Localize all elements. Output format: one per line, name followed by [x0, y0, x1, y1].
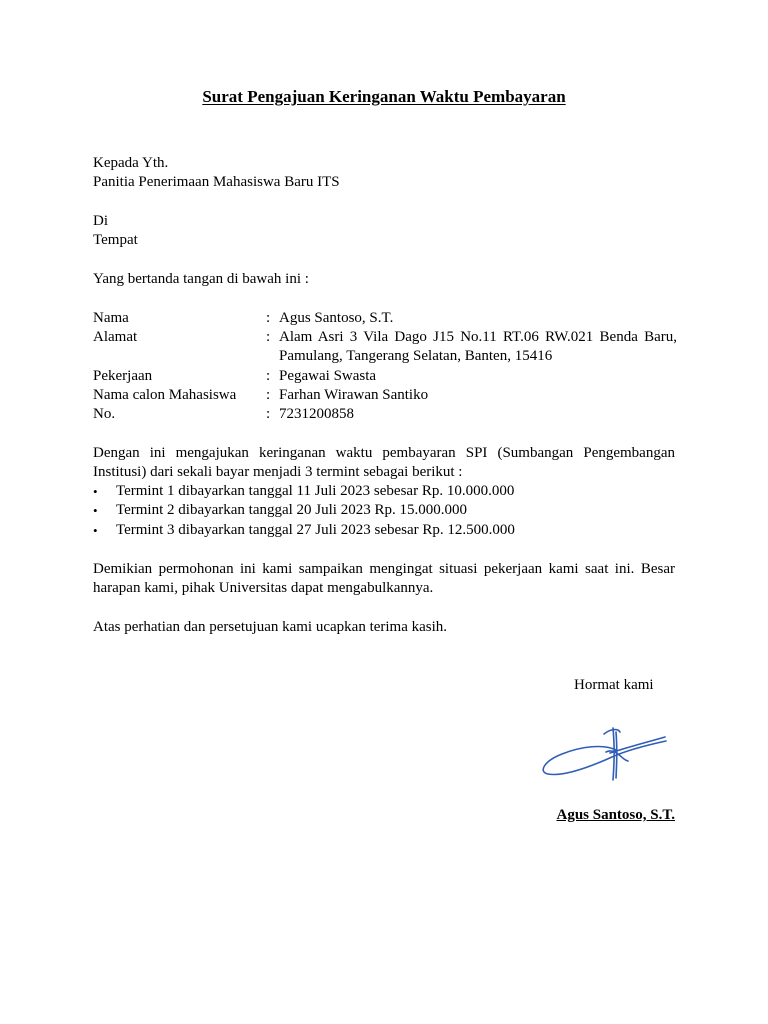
field-value-nama: Agus Santoso, S.T.: [279, 310, 394, 326]
request-paragraph: Dengan ini mengajukan keringanan waktu pembayaran SPI (Sumbangan Pengembangan Institusi) dari sekali bayar menjadi 3 termint sebagai berikut :: [93, 445, 675, 481]
field-label-alamat: Alamat: [93, 329, 138, 345]
field-value-no: 7231200858: [279, 406, 354, 422]
signature-image: [534, 720, 674, 786]
field-colon: :: [266, 387, 271, 403]
field-colon: :: [266, 310, 271, 326]
closing-salutation: Hormat kami: [574, 677, 654, 693]
bullet-icon: •: [93, 484, 98, 499]
field-label-nama: Nama: [93, 310, 129, 326]
field-colon: :: [266, 329, 271, 345]
field-colon: :: [266, 406, 271, 422]
recipient-name: Panitia Penerimaan Mahasiswa Baru ITS: [93, 174, 340, 190]
list-item: Termint 2 dibayarkan tanggal 20 Juli 2023 Rp. 15.000.000: [116, 502, 467, 518]
recipient-place: Tempat: [93, 232, 138, 248]
field-value-alamat: Alam Asri 3 Vila Dago J15 No.11 RT.06 RW.021 Benda Baru, Pamulang, Tangerang Selatan, Banten, 15416: [279, 329, 677, 365]
recipient-greeting: Kepada Yth.: [93, 155, 169, 171]
signer-name: Agus Santoso, S.T.: [556, 807, 675, 823]
field-label-no: No.: [93, 406, 116, 422]
recipient-di: Di: [93, 213, 108, 229]
field-label-calon-mahasiswa: Nama calon Mahasiswa: [93, 387, 237, 403]
list-item: Termint 1 dibayarkan tanggal 11 Juli 2023 sebesar Rp. 10.000.000: [116, 483, 515, 499]
field-value-calon-mahasiswa: Farhan Wirawan Santiko: [279, 387, 429, 403]
list-item: Termint 3 dibayarkan tanggal 27 Juli 2023 sebesar Rp. 12.500.000: [116, 522, 515, 538]
closing-paragraph: Demikian permohonan ini kami sampaikan mengingat situasi pekerjaan kami saat ini. Besar harapan kami, pihak Universitas dapat mengabulkannya.: [93, 561, 675, 597]
letter-title: Surat Pengajuan Keringanan Waktu Pembayaran: [202, 87, 566, 106]
field-value-pekerjaan: Pegawai Swasta: [279, 368, 377, 384]
field-colon: :: [266, 368, 271, 384]
field-label-pekerjaan: Pekerjaan: [93, 368, 153, 384]
bullet-icon: •: [93, 523, 98, 538]
thanks-line: Atas perhatian dan persetujuan kami ucapkan terima kasih.: [93, 619, 448, 635]
intro-line: Yang bertanda tangan di bawah ini :: [93, 271, 309, 287]
bullet-icon: •: [93, 503, 98, 518]
